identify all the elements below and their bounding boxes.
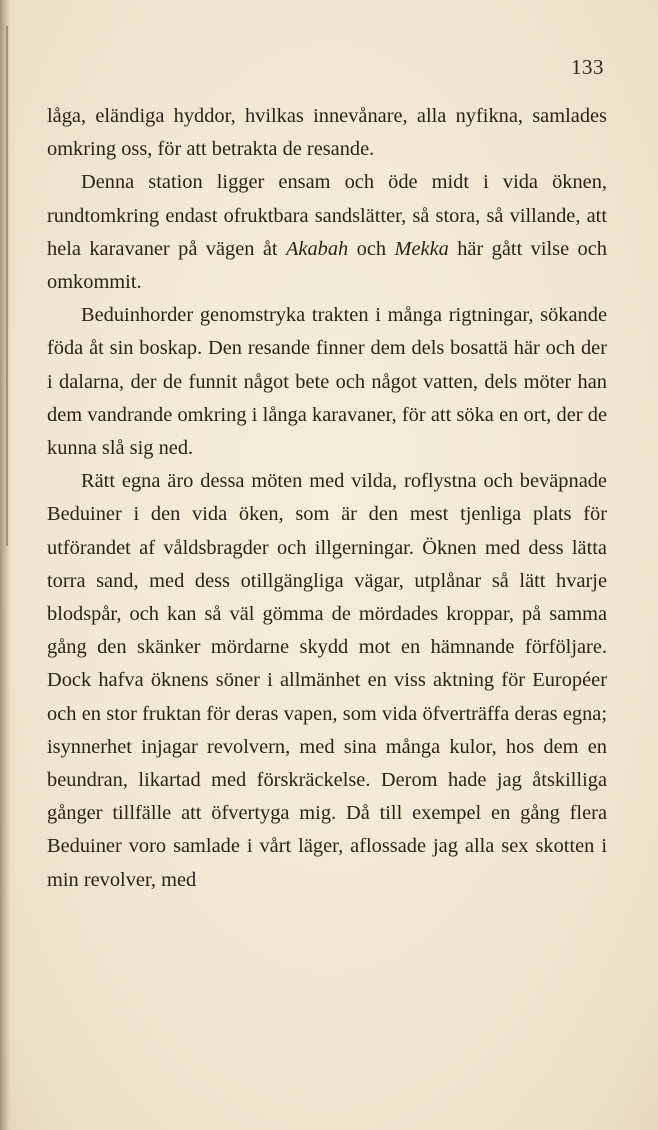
page-body-text (47, 100, 607, 897)
text-run: och (348, 237, 395, 260)
text-run: här gått vilse och omkommit. (47, 237, 607, 294)
text-run: Beduinhorder genomstryka trakten i många rigtningar, sökande föda åt sin boskap. Den resande finner dem dels bosattä här och der i dalarna, der de funnit något bete och något vatten, dels möter han dem vandrande omkring i långa karavaner, för att söka en ort, der de kunna slå sig ned. (47, 304, 607, 460)
text-run: låga, eländiga hyddor, hvilkas innevånare, alla nyfikna, samlades omkring oss, för att betrakta de resande. (47, 105, 607, 161)
paragraph (47, 465, 607, 897)
text-run: Denna station ligger ensam och öde midt i vida öknen, rundtomkring endast ofruktbara sandslätter, så stora, så villande, att hela karavaner på vägen åt (47, 171, 607, 260)
paragraph (47, 100, 607, 166)
italic-term: Akabah (285, 237, 349, 260)
paragraph (47, 166, 607, 299)
paragraph (47, 299, 607, 465)
italic-term: Mekka (394, 237, 449, 260)
text-run: Rätt egna äro dessa möten med vilda, roflystna och beväpnade Beduiner i den vida öken, som är den mest tjenliga plats för utförandet af våldsbragder och illgerningar. Öknen med dess lätta torra sand, med dess otillgängliga vägar, utplånar så lätt hvarje blodspår, och kan så väl gömma de mördades kroppar, på samma gång den skänker mördarne skydd mot en hämnande förföljare. Dock hafva öknens söner i allmänhet en viss aktning för Européer och en stor fruktan för deras vapen, som vida öfverträffa deras egna; isynnerhet injagar revolvern, med sina många kulor, hos dem en beundran, likartad med förskräckelse. Derom hade jag åtskilliga gånger tillfälle att öfvertyga mig. Då till exempel en gång flera Beduiner voro samlade i vårt läger, aflossade jag alla sex skotten i min revolver, med (47, 470, 607, 891)
page-number: 133 (571, 55, 604, 79)
